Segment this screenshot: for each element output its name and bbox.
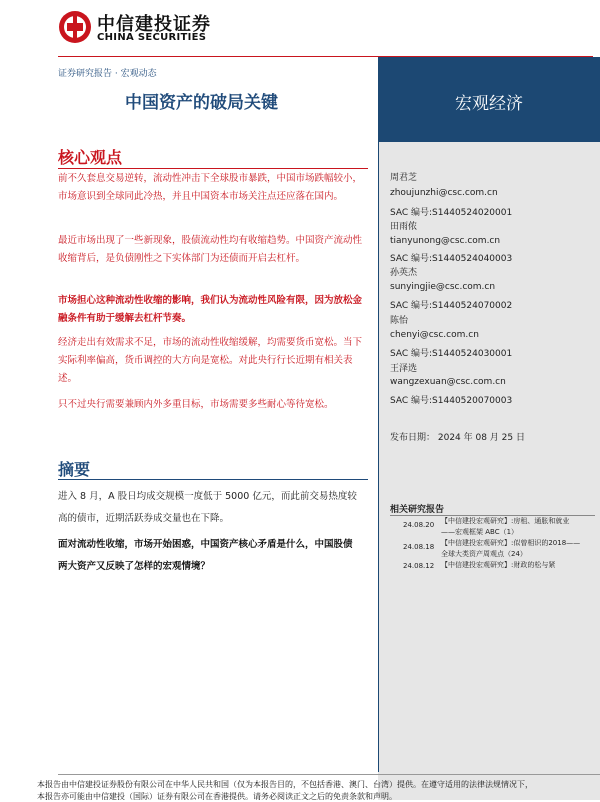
related-report-link[interactable]: 【中信建投宏观研究】:似曾相识的2018——全球大类资产周观点（24） — [441, 539, 581, 558]
analyst-name: 孙英杰 — [390, 268, 418, 278]
summary-paragraph: 进入 8 月，A 股日均成交规模一度低于 5000 亿元，而此前交易热度较高的债市，近期活跃券成交量也在下降。 — [58, 491, 357, 524]
related-reports-title: 相关研究报告 — [390, 505, 445, 515]
core-paragraph: 只不过央行需要兼顾内外多重目标，市场需要多些耐心等待宽松。 — [58, 399, 334, 410]
core-views-title: 核心观点 — [58, 148, 123, 167]
analyst-sac: SAC 编号:S1440524070002 — [390, 301, 513, 311]
related-report-link[interactable]: 【中信建投宏观研究】:财政的松与紧 — [441, 561, 556, 569]
analyst-email: sunyingjie@csc.com.cn — [390, 282, 496, 292]
category-label: 宏观经济 — [455, 94, 523, 114]
analyst-sac: SAC 编号:S1440524020001 — [390, 208, 513, 218]
summary-paragraph-highlight: 面对流动性收缩，市场开始困惑，中国资产核心矛盾是什么，中国股债两大资产又反映了怎样的宏观情境？ — [58, 539, 353, 572]
footer-divider — [58, 774, 600, 775]
related-report-date: 24.08.18 — [403, 543, 435, 551]
logo-text-en: CHINA SECURITIES — [97, 32, 207, 43]
analyst-name: 周君芝 — [390, 173, 418, 183]
core-paragraph: 前不久套息交易逆转，流动性冲击下全球股市暴跌，中国市场跌幅较小，市场意识到全球同此冷热，并且中国资本市场关注点还应落在国内。 — [58, 173, 363, 202]
analyst-sac: SAC 编号:S1440520070003 — [390, 396, 513, 406]
analyst-email: wangzexuan@csc.com.cn — [390, 377, 506, 387]
report-title: 中国资产的破局关键 — [125, 93, 278, 113]
core-paragraph-highlight: 市场担心这种流动性收缩的影响，我们认为流动性风险有限，因为放松金融条件有助于缓解去杠杆节奏。 — [58, 295, 363, 324]
footer-disclaimer: 本报告亦可能由中信建投（国际）证券有限公司在香港提供。请务必阅读正文之后的免责条款和声明。 — [37, 792, 397, 801]
summary-title: 摘要 — [58, 460, 91, 479]
publish-date: 发布日期： 2024 年 08 月 25 日 — [390, 433, 525, 443]
report-series: 证券研究报告 · 宏观动态 — [58, 69, 157, 79]
footer-disclaimer: 本报告由中信建投证券股份有限公司在中华人民共和国（仅为本报告目的，不包括香港、澳门、台湾）提供。在遵守适用的法律法规情况下， — [37, 780, 533, 789]
analyst-name: 陈怡 — [390, 316, 409, 326]
core-views-divider — [58, 168, 368, 169]
core-paragraph: 最近市场出现了一些新现象，股债流动性均有收缩趋势。中国资产流动性收缩背后，是负债刚性之下实体部门为还债而开启去杠杆。 — [58, 235, 363, 264]
analyst-sac: SAC 编号:S1440524030001 — [390, 349, 513, 359]
core-paragraph: 经济走出有效需求不足，市场的流动性收缩缓解，均需要货币宽松。当下实际利率偏高，货币调控的大方向是宽松。对此央行行长近期有相关表述。 — [58, 337, 363, 384]
analyst-name: 王泽选 — [390, 364, 418, 374]
column-divider — [378, 142, 379, 772]
analyst-email: chenyi@csc.com.cn — [390, 330, 479, 340]
analyst-email: zhoujunzhi@csc.com.cn — [390, 188, 498, 198]
analyst-sac: SAC 编号:S1440524040003 — [390, 254, 513, 264]
analyst-email: tianyunong@csc.com.cn — [390, 236, 501, 246]
logo-text-cn: 中信建投证券 — [97, 14, 211, 35]
company-logo-icon — [58, 10, 92, 44]
related-report-date: 24.08.12 — [403, 562, 435, 570]
related-report-link[interactable]: 【中信建投宏观研究】:房租、通胀和就业——宏观框架 ABC（1） — [441, 517, 570, 536]
analyst-name: 田雨侬 — [390, 222, 418, 232]
summary-divider — [58, 479, 368, 480]
related-report-date: 24.08.20 — [403, 521, 435, 529]
